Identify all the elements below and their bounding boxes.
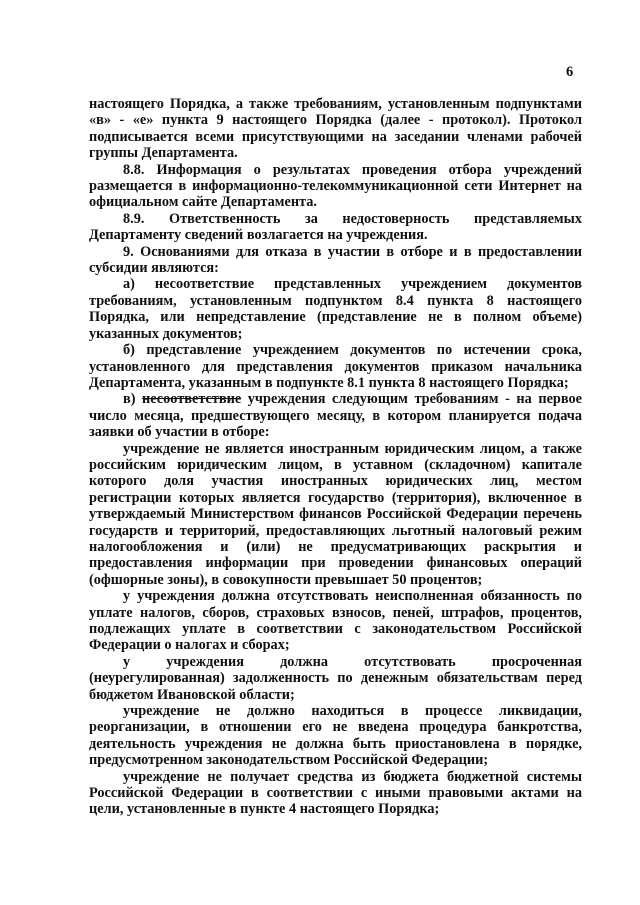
paragraph-9: 9. Основаниями для отказа в участии в отборе и в предоставлении субсидии являются:: [89, 243, 582, 277]
paragraph-8-9: 8.9. Ответственность за недостоверность представляемых Департаменту сведений возлагается на учреждения.: [89, 210, 582, 244]
requirement-no-other-funds: учреждение не получает средства из бюджета бюджетной системы Российской Федерации в соответствии с иными правовыми актами на цели, установленные в пункте 4 настоящего Порядка;: [89, 768, 582, 818]
document-body: [89, 96, 582, 818]
paragraph-9-v-rest: учреждения следующим требованиям - на первое число месяца, предшествующего месяцу, в котором планируется подача заявки об участии в отборе:: [89, 391, 582, 441]
paragraph-9-a: а) несоответствие представленных учреждением документов требованиям, установленным подпунктом 8.4 пункта 8 настоящего Порядка, или непредставление (представление не в полном объеме) указанных документов;: [89, 276, 582, 342]
page-number: 6: [566, 64, 574, 80]
struck-word: несоответствие: [142, 391, 242, 408]
paragraph-9-b: б) представление учреждением документов по истечении срока, установленного для представления документов приказом начальника Департамента, указанным в подпункте 8.1 пункта 8 настоящего Порядка;: [89, 342, 582, 391]
requirement-not-foreign: учреждение не является иностранным юридическим лицом, а также российским юридическим лицом, в уставном (складочном) капитале которого доля участия иностранных юридических лиц, местом регистрации которых является государство (территория), включенное в утверждаемый Министерством финансов Российской Федерации перечень государств и территорий, предоставляющих льготный налоговый режим налогообложения и (или) не предусматривающих раскрытия и предоставления информации при проведении финансовых операций (офшорные зоны), в совокупности превышает 50 процентов;: [89, 440, 582, 588]
requirement-not-liquidated: учреждение не должно находиться в процессе ликвидации, реорганизации, в отношении его не введена процедура банкротства, деятельность учреждения не должна быть приостановлена в порядке, предусмотренном законодательством Российской Федерации;: [89, 703, 582, 769]
paragraph-9-v: [89, 391, 582, 440]
paragraph-8-8: 8.8. Информация о результатах проведения отбора учреждений размещается в информационно-телекоммуникационной сети Интернет на официальном сайте Департамента.: [89, 161, 582, 211]
requirement-no-overdue-debt: у учреждения должна отсутствовать просроченная (неурегулированная) задолженность по денежным обязательствам перед бюджетом Ивановской области;: [89, 653, 582, 703]
paragraph-protocol: настоящего Порядка, а также требованиям, установленным подпунктами «в» - «е» пункта 9 настоящего Порядка (далее - протокол). Протокол подписывается всеми присутствующими на заседании членами рабочей группы Департамента.: [89, 96, 582, 162]
paragraph-9-v-marker: в): [123, 391, 136, 408]
requirement-no-tax-debt: у учреждения должна отсутствовать неисполненная обязанность по уплате налогов, сборов, страховых взносов, пеней, штрафов, процентов, подлежащих уплате в соответствии с законодательством Российской Федерации о налогах и сборах;: [89, 588, 582, 654]
